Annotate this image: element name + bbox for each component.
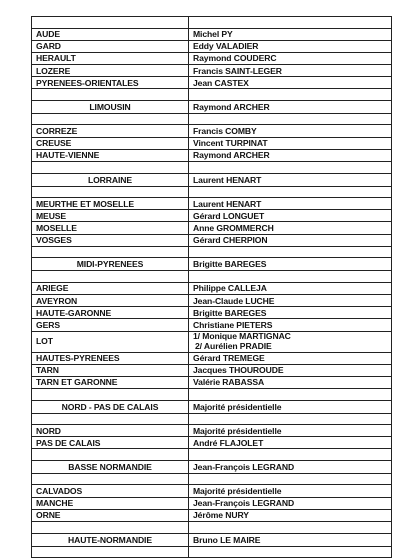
spacer-row bbox=[32, 162, 392, 174]
candidate-cell bbox=[189, 162, 392, 174]
candidate-cell: Laurent HENART bbox=[189, 198, 392, 210]
table-row bbox=[32, 437, 392, 449]
spacer-row bbox=[32, 473, 392, 485]
candidate-cell: Bruno LE MAIRE bbox=[189, 533, 392, 546]
department-cell: NORD bbox=[32, 425, 189, 437]
department-cell: TARN bbox=[32, 364, 189, 376]
region-name-cell: NORD - PAS DE CALAIS bbox=[32, 400, 189, 413]
department-cell: HAUTE-GARONNE bbox=[32, 307, 189, 319]
department-cell: TARN ET GARONNE bbox=[32, 376, 189, 388]
candidate-cell: Eddy VALADIER bbox=[189, 40, 392, 52]
department-cell: HERAULT bbox=[32, 52, 189, 64]
spacer-row bbox=[32, 89, 392, 101]
table-row bbox=[32, 352, 392, 364]
table-row bbox=[32, 198, 392, 210]
department-cell: PAS DE CALAIS bbox=[32, 437, 189, 449]
candidate-cell: Majorité présidentielle bbox=[189, 400, 392, 413]
department-cell: ORNE bbox=[32, 509, 189, 521]
candidate-cell bbox=[189, 271, 392, 283]
table-row bbox=[32, 149, 392, 161]
candidate-cell bbox=[189, 413, 392, 425]
table-row bbox=[32, 282, 392, 294]
spacer-row bbox=[32, 546, 392, 558]
table-row bbox=[32, 497, 392, 509]
table-row bbox=[32, 307, 392, 319]
candidate-cell bbox=[189, 331, 392, 352]
candidate-cell: Majorité présidentielle bbox=[189, 425, 392, 437]
table-row bbox=[32, 331, 392, 352]
department-cell: CREUSE bbox=[32, 137, 189, 149]
department-cell: AVEYRON bbox=[32, 294, 189, 306]
candidate-cell: Raymond ARCHER bbox=[189, 149, 392, 161]
department-cell: ARIEGE bbox=[32, 282, 189, 294]
candidate-cell: Jérôme NURY bbox=[189, 509, 392, 521]
department-cell: GARD bbox=[32, 40, 189, 52]
table-row bbox=[32, 65, 392, 77]
candidates-table bbox=[31, 16, 392, 558]
table-row bbox=[32, 294, 392, 306]
table-row bbox=[32, 28, 392, 40]
department-cell: PYRENEES-ORIENTALES bbox=[32, 77, 189, 89]
department-cell bbox=[32, 186, 189, 198]
spacer-row bbox=[32, 449, 392, 461]
candidate-cell: Jean-Claude LUCHE bbox=[189, 294, 392, 306]
candidate-cell: André FLAJOLET bbox=[189, 437, 392, 449]
region-name-cell: HAUTE-NORMANDIE bbox=[32, 533, 189, 546]
department-cell: MEUSE bbox=[32, 210, 189, 222]
table-row bbox=[32, 125, 392, 137]
table-row bbox=[32, 137, 392, 149]
candidate-cell: Francis COMBY bbox=[189, 125, 392, 137]
spacer-row bbox=[32, 271, 392, 283]
candidate-cell: Gérard CHERPION bbox=[189, 234, 392, 246]
department-cell bbox=[32, 17, 189, 29]
department-cell bbox=[32, 89, 189, 101]
candidate-cell: Jean CASTEX bbox=[189, 77, 392, 89]
candidate-cell: Raymond COUDERC bbox=[189, 52, 392, 64]
region-row bbox=[32, 460, 392, 473]
department-cell bbox=[32, 113, 189, 125]
spacer-row bbox=[32, 113, 392, 125]
region-row bbox=[32, 100, 392, 113]
table-row bbox=[32, 210, 392, 222]
candidate-cell: Raymond ARCHER bbox=[189, 100, 392, 113]
department-cell bbox=[32, 389, 189, 401]
table-body bbox=[32, 17, 392, 558]
candidate-name-2: 2/ Aurélien PRADIE bbox=[195, 340, 272, 351]
candidate-cell: Majorité présidentielle bbox=[189, 485, 392, 497]
region-row bbox=[32, 258, 392, 271]
table-row bbox=[32, 509, 392, 521]
candidate-cell: Philippe CALLEJA bbox=[189, 282, 392, 294]
candidate-cell: Jacques THOUROUDE bbox=[189, 364, 392, 376]
department-cell bbox=[32, 546, 189, 558]
department-cell: CORREZE bbox=[32, 125, 189, 137]
department-cell: AUDE bbox=[32, 28, 189, 40]
table-row bbox=[32, 222, 392, 234]
spacer-row bbox=[32, 246, 392, 258]
table-row bbox=[32, 40, 392, 52]
candidate-cell: Brigitte BAREGES bbox=[189, 307, 392, 319]
department-cell bbox=[32, 271, 189, 283]
region-row bbox=[32, 400, 392, 413]
table-row bbox=[32, 485, 392, 497]
region-name-cell: LIMOUSIN bbox=[32, 100, 189, 113]
candidate-cell: Brigitte BAREGES bbox=[189, 258, 392, 271]
department-cell: LOT bbox=[32, 331, 189, 352]
department-cell: HAUTE-VIENNE bbox=[32, 149, 189, 161]
candidate-cell: Michel PY bbox=[189, 28, 392, 40]
candidate-cell: Jean-François LEGRAND bbox=[189, 497, 392, 509]
department-cell bbox=[32, 522, 189, 534]
candidate-cell: Laurent HENART bbox=[189, 173, 392, 186]
candidate-cell bbox=[189, 246, 392, 258]
candidate-cell bbox=[189, 186, 392, 198]
candidate-cell bbox=[189, 546, 392, 558]
candidate-cell bbox=[189, 522, 392, 534]
region-name-cell: LORRAINE bbox=[32, 173, 189, 186]
department-cell: MOSELLE bbox=[32, 222, 189, 234]
region-row bbox=[32, 173, 392, 186]
candidate-cell bbox=[189, 473, 392, 485]
table-row bbox=[32, 77, 392, 89]
spacer-row bbox=[32, 522, 392, 534]
candidate-cell bbox=[189, 389, 392, 401]
region-name-cell: BASSE NORMANDIE bbox=[32, 460, 189, 473]
candidate-name-1: 1/ Monique MARTIGNAC bbox=[193, 331, 291, 341]
department-cell bbox=[32, 246, 189, 258]
table-row bbox=[32, 234, 392, 246]
candidate-cell: Valérie RABASSA bbox=[189, 376, 392, 388]
candidate-cell: Francis SAINT-LEGER bbox=[189, 65, 392, 77]
department-cell bbox=[32, 449, 189, 461]
candidate-cell bbox=[189, 89, 392, 101]
candidate-cell bbox=[189, 449, 392, 461]
table-row bbox=[32, 319, 392, 331]
department-cell: GERS bbox=[32, 319, 189, 331]
table-row bbox=[32, 425, 392, 437]
table-row bbox=[32, 364, 392, 376]
candidate-cell: Anne GROMMERCH bbox=[189, 222, 392, 234]
department-cell: LOZERE bbox=[32, 65, 189, 77]
department-cell: MANCHE bbox=[32, 497, 189, 509]
candidate-cell bbox=[189, 113, 392, 125]
candidate-cell: Gérard LONGUET bbox=[189, 210, 392, 222]
spacer-row bbox=[32, 413, 392, 425]
department-cell: HAUTES-PYRENEES bbox=[32, 352, 189, 364]
candidate-cell: Gérard TREMEGE bbox=[189, 352, 392, 364]
candidate-cell bbox=[189, 17, 392, 29]
candidate-cell: Christiane PIETERS bbox=[189, 319, 392, 331]
department-cell: MEURTHE ET MOSELLE bbox=[32, 198, 189, 210]
spacer-row bbox=[32, 17, 392, 29]
spacer-row bbox=[32, 389, 392, 401]
department-cell bbox=[32, 473, 189, 485]
department-cell: VOSGES bbox=[32, 234, 189, 246]
department-cell: CALVADOS bbox=[32, 485, 189, 497]
table-row bbox=[32, 52, 392, 64]
candidate-cell: Jean-François LEGRAND bbox=[189, 460, 392, 473]
department-cell bbox=[32, 413, 189, 425]
region-name-cell: MIDI-PYRENEES bbox=[32, 258, 189, 271]
candidate-cell: Vincent TURPINAT bbox=[189, 137, 392, 149]
table-row bbox=[32, 376, 392, 388]
department-cell bbox=[32, 162, 189, 174]
region-row bbox=[32, 533, 392, 546]
spacer-row bbox=[32, 186, 392, 198]
